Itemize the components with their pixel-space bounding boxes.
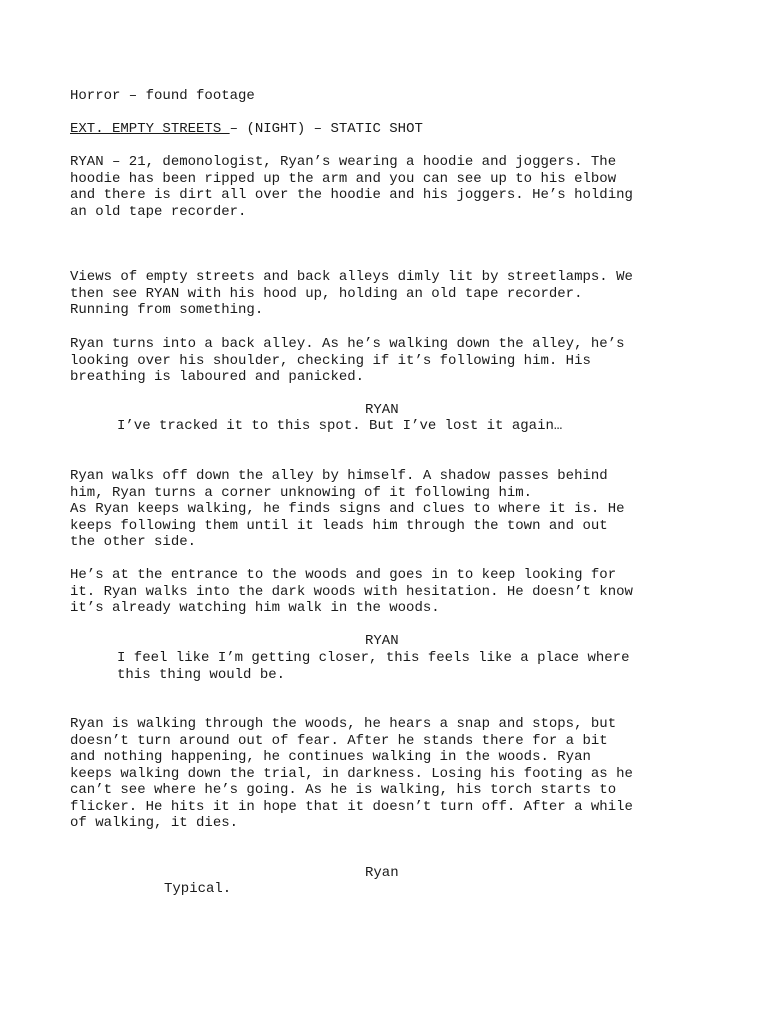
genre-line: Horror – found footage	[70, 88, 255, 104]
action-paragraph-6: Ryan is walking through the woods, he hears a snap and stops, but doesn’t turn around out of fear. After he stands there for a bit and nothing happening, he continues walking in the woods. Ryan keeps walking down the trial, in darkness. Losing his footing as he can’t see where he’s going. As he is walking, his torch starts to flicker. He hits it in hope that it doesn’t turn off. After a while of walking, it dies.	[70, 716, 633, 831]
scene-heading-rest: – (NIGHT) – STATIC SHOT	[229, 121, 423, 137]
action-paragraph-4: Ryan walks off down the alley by himself. A shadow passes behind him, Ryan turns a corner unknowing of it following him. As Ryan keeps walking, he finds signs and clues to where it is. He keeps following them until it leads him through the town and out the other side.	[70, 468, 625, 550]
action-paragraph-1: RYAN – 21, demonologist, Ryan’s wearing a hoodie and joggers. The hoodie has been ripped up the arm and you can see up to his elbow and there is dirt all over the hoodie and his joggers. He’s holding an old tape recorder.	[70, 154, 633, 220]
scene-heading	[70, 121, 423, 138]
action-paragraph-2: Views of empty streets and back alleys dimly lit by streetlamps. We then see RYAN with his hood up, holding an old tape recorder. Running from something.	[70, 269, 633, 318]
dialogue-line-1: I’ve tracked it to this spot. But I’ve lost it again…	[117, 418, 563, 434]
action-paragraph-5: He’s at the entrance to the woods and goes in to keep looking for it. Ryan walks into the dark woods with hesitation. He doesn’t know it’s already watching him walk in the woods.	[70, 567, 633, 616]
character-name-1: RYAN	[365, 402, 399, 418]
scene-heading-location: EXT. EMPTY STREETS	[70, 121, 230, 137]
character-name-2: RYAN	[365, 633, 399, 649]
dialogue-line-2: I feel like I’m getting closer, this feels like a place where this thing would be.	[117, 650, 630, 683]
action-paragraph-3: Ryan turns into a back alley. As he’s walking down the alley, he’s looking over his shoulder, checking if it’s following him. His breathing is laboured and panicked.	[70, 336, 625, 385]
character-name-3: Ryan	[365, 865, 399, 881]
dialogue-line-3: Typical.	[164, 881, 232, 897]
